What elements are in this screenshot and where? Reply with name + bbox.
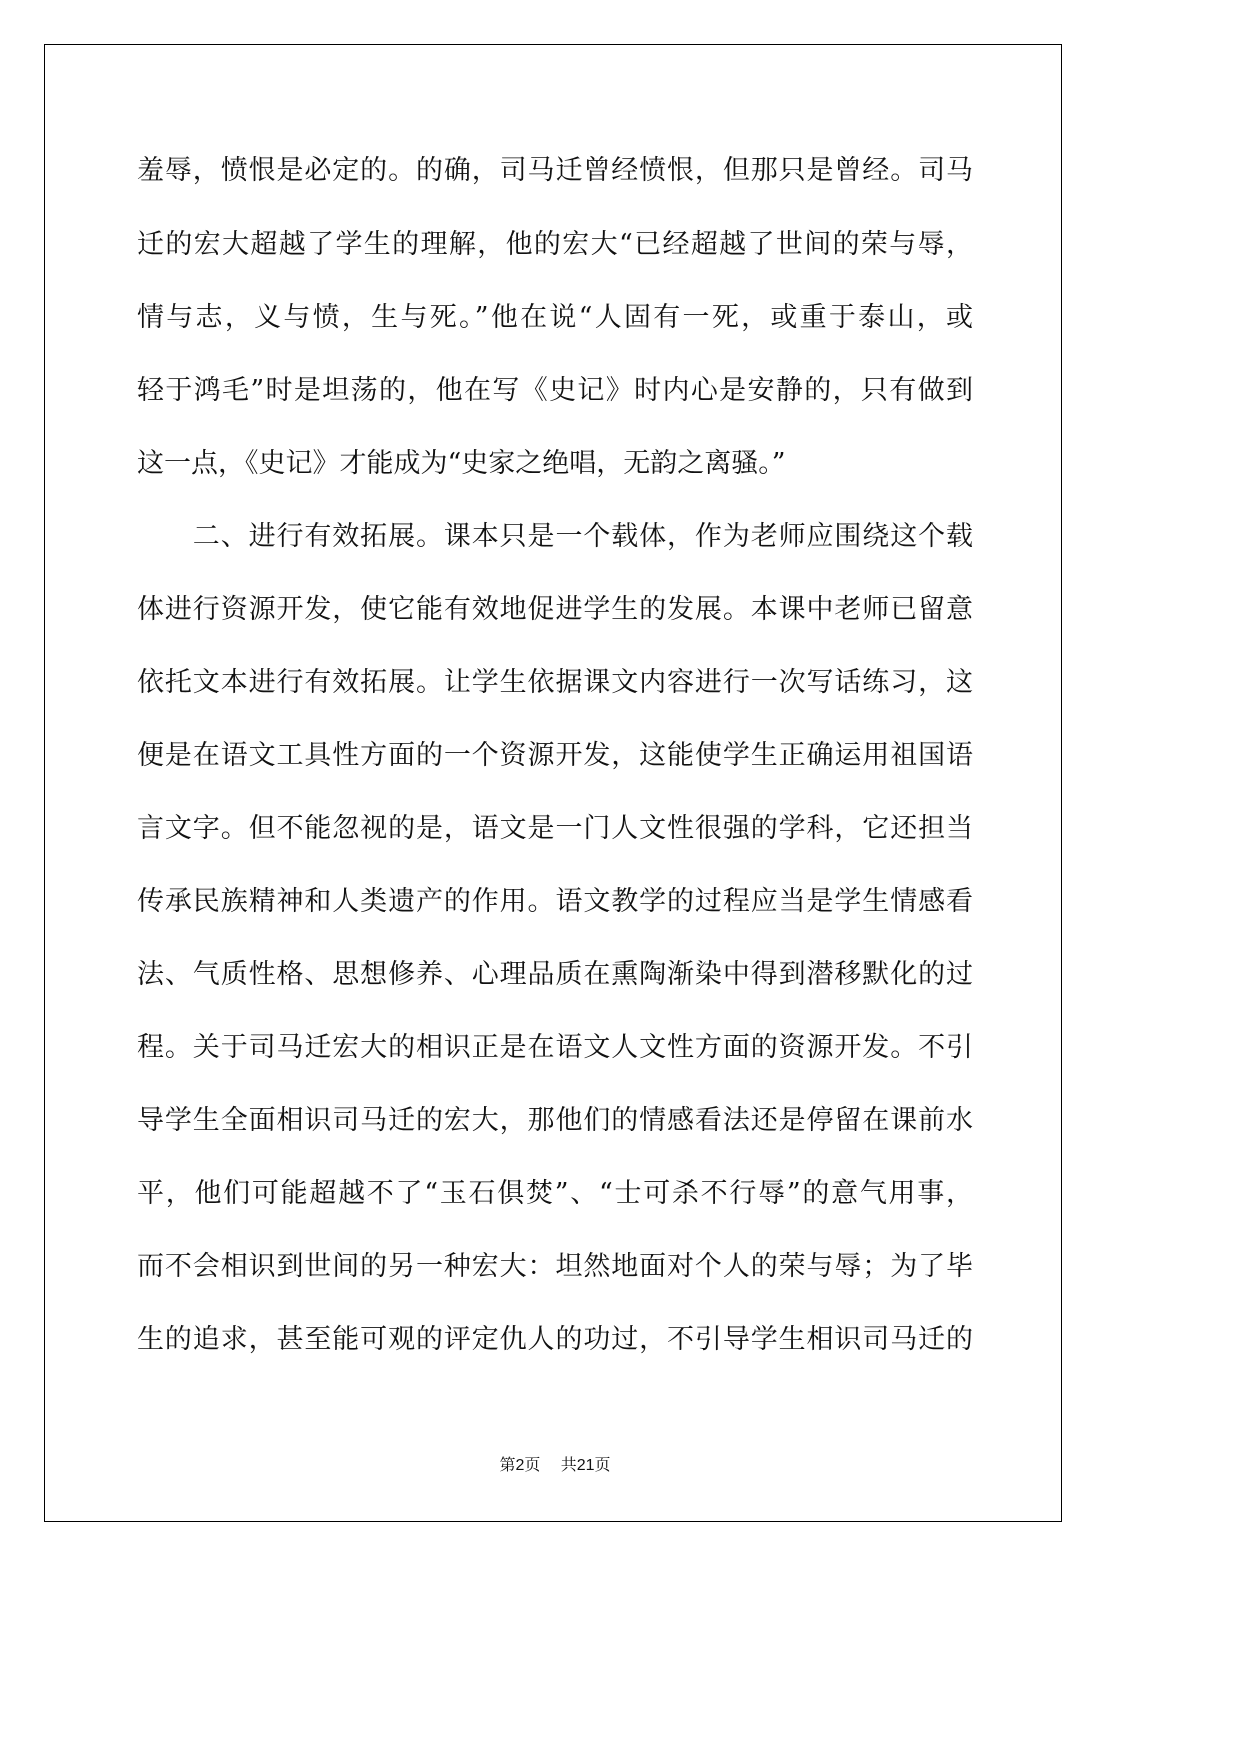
body-line: 羞辱，愤恨是必定的。的确，司马迁曾经愤恨，但那只是曾经。司马 [137,155,973,186]
body-line: 体进行资源开发，使它能有效地促进学生的发展。本课中老师已留意 [137,594,973,625]
page-number: 2 [515,1457,525,1474]
body-line: 而不会相识到世间的另一种宏大：坦然地面对个人的荣与辱；为了毕 [137,1251,973,1282]
page-footer [0,1452,1110,1478]
body-line: 言文字。但不能忽视的是，语文是一门人文性很强的学科，它还担当 [137,813,973,844]
body-line: 迁的宏大超越了学生的理解，他的宏大“已经超越了世间的荣与辱， [137,229,973,260]
body-line: 这一点，《史记》才能成为“史家之绝唱，无韵之离骚。” [137,448,786,479]
body-line: 平，他们可能超越不了“玉石俱焚”、“士可杀不行辱”的意气用事， [137,1178,973,1209]
page-border [44,44,1062,1522]
body-line: 程。关于司马迁宏大的相识正是在语文人文性方面的资源开发。不引 [137,1032,973,1063]
page-suffix: 页 [524,1455,541,1474]
total-suffix: 页 [594,1455,611,1474]
body-line: 依托文本进行有效拓展。让学生依据课文内容进行一次写话练习，这 [137,667,973,698]
total-pages: 21 [576,1457,595,1474]
page-prefix: 第 [499,1455,516,1474]
body-line: 导学生全面相识司马迁的宏大，那他们的情感看法还是停留在课前水 [137,1105,973,1136]
body-line: 生的追求，甚至能可观的评定仇人的功过，不引导学生相识司马迁的 [137,1324,973,1355]
body-line: 情与志，义与愤，生与死。”他在说“人固有一死，或重于泰山，或 [137,302,973,333]
body-line: 二、进行有效拓展。课本只是一个载体，作为老师应围绕这个载 [137,521,973,552]
body-line: 法、气质性格、思想修养、心理品质在熏陶渐染中得到潜移默化的过 [137,959,973,990]
footer-separator [540,1455,560,1474]
body-line: 轻于鸿毛”时是坦荡的，他在写《史记》时内心是安静的，只有做到 [137,375,973,406]
body-line: 传承民族精神和人类遗产的作用。语文教学的过程应当是学生情感看 [137,886,973,917]
body-line: 便是在语文工具性方面的一个资源开发，这能使学生正确运用祖国语 [137,740,973,771]
total-prefix: 共 [560,1455,577,1474]
